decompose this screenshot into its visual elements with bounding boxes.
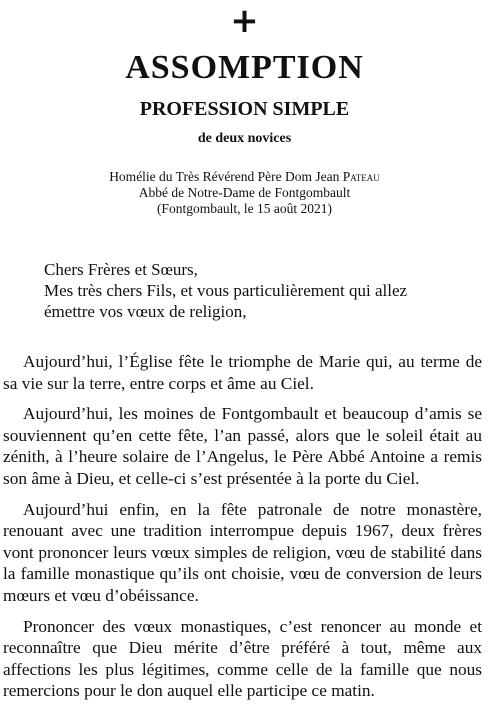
homily-author-prefix: Homélie du Très Révérend Père Dom Jean	[109, 169, 343, 184]
page-title	[0, 48, 489, 88]
homily-author-name: Pateau	[342, 169, 380, 184]
salutation-line-1: Chers Frères et Sœurs,	[44, 260, 198, 279]
salutation-line-2: Mes très chers Fils, et vous particulièrement qui allez	[44, 281, 408, 300]
cross-icon: +	[230, 1, 259, 41]
homily-abbey-line: Abbé de Notre-Dame de Fontgombault	[138, 185, 351, 200]
page-subsubtitle: de deux novices	[197, 131, 292, 146]
paragraph-4: Prononcer des vœux monastiques, c’est renoncer au monde et reconnaître que Dieu mérite d’être préféré à tout, même aux affections les plus légitimes, comme celle de la famille que nous remercions pour le don auquel elle participe ce matin.	[3, 616, 482, 701]
homily-date-line: (Fontgombault, le 15 août 2021)	[156, 201, 333, 216]
salutation-line-3: émettre vos vœux de religion,	[44, 302, 247, 321]
salutation	[44, 259, 464, 322]
body-text	[3, 351, 482, 711]
homily-author-line	[0, 169, 489, 185]
title-rest: SSOMPTION	[150, 49, 364, 86]
paragraph-2: Aujourd’hui, les moines de Fontgombault et beaucoup d’amis se souviennent qu’en cette fête, l’an passé, alors que le soleil était au zénith, à l’heure solaire de l’Angelus, le Père Abbé Antoine a remis son âme à Dieu, et celle-ci s’est présentée à la porte du Ciel.	[3, 404, 482, 488]
page-subtitle: PROFESSION SIMPLE	[139, 98, 350, 120]
paragraph-3: Aujourd’hui enfin, en la fête patronale de notre monastère, renouant avec une tradition interrompue depuis 1967, deux frères vont prononcer leurs vœux simples de religion, vœu de stabilité dans la famille monastique qu’ils ont choisie, vœu de conversion de leurs mœurs et vœu d’obéissance.	[3, 499, 482, 605]
paragraph-1: Aujourd’hui, l’Église fête le triomphe de Marie qui, au terme de sa vie sur la terre, entre corps et âme au Ciel.	[3, 352, 482, 393]
homily-attribution	[0, 169, 489, 217]
title-initial: A	[125, 49, 151, 86]
